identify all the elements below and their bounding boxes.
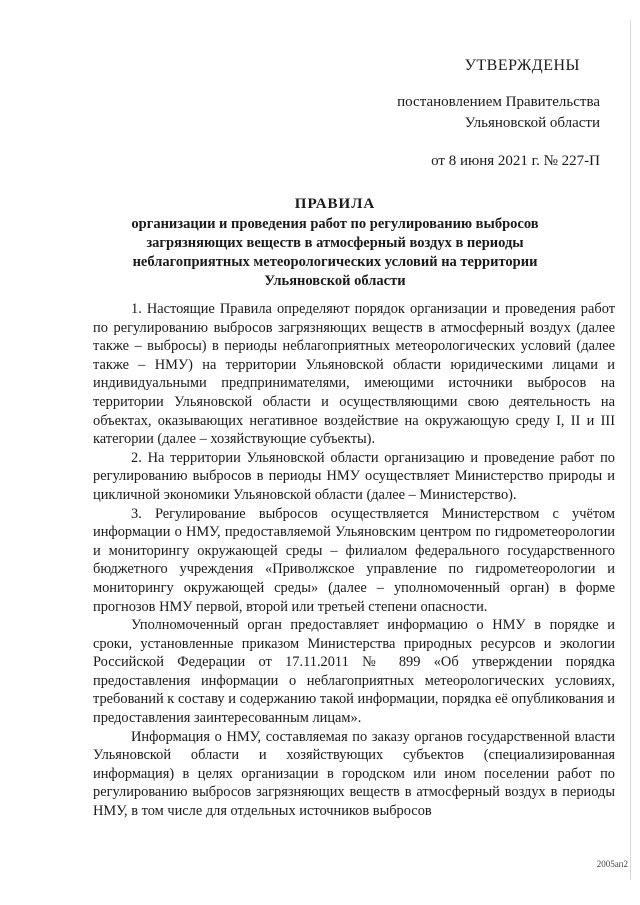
paragraph-4: Уполномоченный орган предоставляет информацию о НМУ в порядке и сроки, установленные приказом Министерства природных ресурсов и экологии Российской Федерации от 17.11.2011 № 899 «Об утверждении порядка предоставления информации о неблагоприятных метеорологических условиях, требований к составу и содержанию такой информации, порядка её опубликования и предоставления заинтересованным лицам».: [93, 617, 615, 727]
approval-line-1: постановлением Правительства: [397, 94, 600, 110]
document-subtitle: организации и проведения работ по регулированию выбросов загрязняющих веществ в атмосферный воздух в периоды неблагоприятных метеорологических условий на территории Ульяновской области: [131, 216, 539, 289]
approval-line-2: Ульяновской области: [464, 115, 600, 131]
footer-code: 2005ап2: [596, 859, 628, 869]
paragraph-3: 3. Регулирование выбросов осуществляется Министерством с учётом информации о НМУ, предоставляемой Ульяновским центром по гидрометеорологии и мониторингу окружающей среды – филиалом федерального государственного бюджетного учреждения «Приволжское управление по гидрометеорологии и мониторингу окружающей среды» (далее – уполномоченный орган) в форме прогнозов НМУ первой, второй или третьей степени опасности.: [93, 505, 615, 615]
scan-edge-line: [630, 20, 631, 880]
paragraph-5: Информация о НМУ, составляемая по заказу органов государственной власти Ульяновской области и хозяйствующих субъектов (специализированная информация) в целях организации в городском или ином поселении работ по регулированию выбросов загрязняющих веществ в атмосферный воздух в периоды НМУ, в том числе для отдельных источников выбросов: [93, 728, 615, 820]
paragraph-2: 2. На территории Ульяновской области организацию и проведение работ по регулированию выбросов в периоды НМУ осуществляет Министерство природы и цикличной экономики Ульяновской области (далее – Министерство).: [93, 449, 615, 503]
document-body: [93, 300, 615, 821]
document-title-block: [90, 196, 580, 291]
approval-block: [397, 55, 600, 172]
approval-date: от 8 июня 2021 г. № 227-П: [431, 153, 600, 169]
paragraph-1: 1. Настоящие Правила определяют порядок организации и проведения работ по регулированию выбросов загрязняющих веществ в атмосферный воздух (далее также – выбросы) в периоды неблагоприятных метеорологических условий (далее также – НМУ) на территории Ульяновской области юридическими лицами и индивидуальными предпринимателями, имеющими источники выбросов на территории Ульяновской области и осуществляющими свою деятельность на объектах, оказывающих негативное воздействие на окружающую среду I, II и III категории (далее – хозяйствующие субъекты).: [93, 301, 615, 448]
document-title: ПРАВИЛА: [294, 196, 376, 212]
approval-title: УТВЕРЖДЕНЫ: [464, 57, 580, 74]
